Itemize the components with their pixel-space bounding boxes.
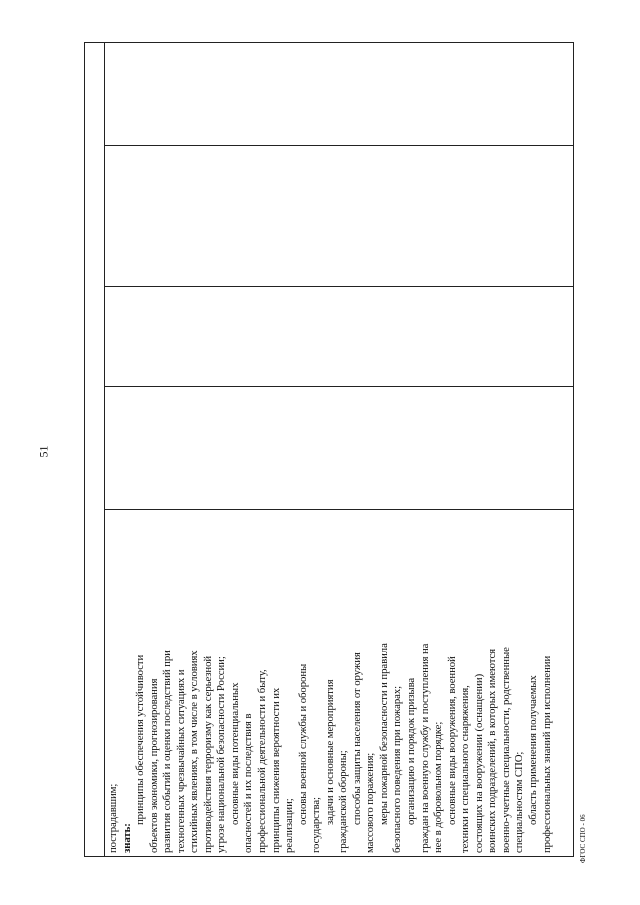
table-cell-empty-3	[104, 145, 574, 287]
text-line: гражданской обороны;	[337, 750, 350, 853]
page-number: 51	[36, 445, 51, 458]
text-line: способы защиты населения от оружия	[350, 652, 363, 825]
table-cell-empty-4	[104, 42, 574, 146]
text-line: основные виды потенциальных	[228, 682, 241, 825]
text-line: профессиональной деятельности и быту,	[256, 669, 269, 853]
text-line: противодействия терроризму как серьезной	[201, 655, 214, 853]
text-line: воинских подразделений, в которых имеются	[486, 648, 499, 853]
text-line: безопасного поведения при пожарах;	[391, 685, 404, 853]
text-line: принципы снижения вероятности их	[269, 687, 282, 853]
text-line: массового поражения;	[364, 752, 377, 853]
table-cell-empty-1	[104, 386, 574, 510]
text-line: задачи и основные мероприятия	[323, 679, 336, 825]
text-line: принципы обеспечения устойчивости	[134, 654, 147, 825]
content-text-block	[107, 513, 573, 853]
text-line: состоящих на вооружении (оснащении)	[472, 673, 485, 853]
section-heading: знать:	[120, 823, 133, 853]
text-line: развития событий и оценки последствий при	[161, 650, 174, 853]
text-line: основы военной службы и обороны	[296, 663, 309, 825]
text-line: государства;	[310, 797, 323, 853]
text-line: нее в добровольном порядке;	[432, 721, 445, 853]
text-line: реализации;	[283, 798, 296, 853]
text-line: организацию и порядок призыва	[405, 677, 418, 825]
text-line: специальностям СПО;	[513, 751, 526, 853]
text-line: граждан на военную службу и поступления на	[418, 643, 431, 853]
text-line: угрозе национальной безопасности России;	[215, 656, 228, 853]
text-line: профессиональных знаний при исполнении	[540, 655, 553, 853]
text-line: стихийных явлениях, в том числе в условиях	[188, 650, 201, 853]
text-line: основные виды вооружения, военной	[445, 656, 458, 825]
table-cell-index	[84, 42, 105, 857]
table-cell-empty-2	[104, 286, 574, 387]
footer-code: ФГОС СПО - 06	[579, 814, 587, 863]
text-line: военно-учетные специальности, родственные	[499, 647, 512, 853]
text-line: опасностей и их последствия в	[242, 713, 255, 853]
text-line: область применения получаемых	[526, 675, 539, 825]
text-line: меры пожарной безопасности и правила	[377, 643, 390, 825]
text-line: техногенных чрезвычайных ситуациях и	[174, 669, 187, 853]
text-line: объектов экономики, прогнозирования	[147, 678, 160, 853]
text-line: пострадавшим;	[107, 783, 119, 853]
text-line: техники и специального снаряжения,	[459, 685, 472, 853]
